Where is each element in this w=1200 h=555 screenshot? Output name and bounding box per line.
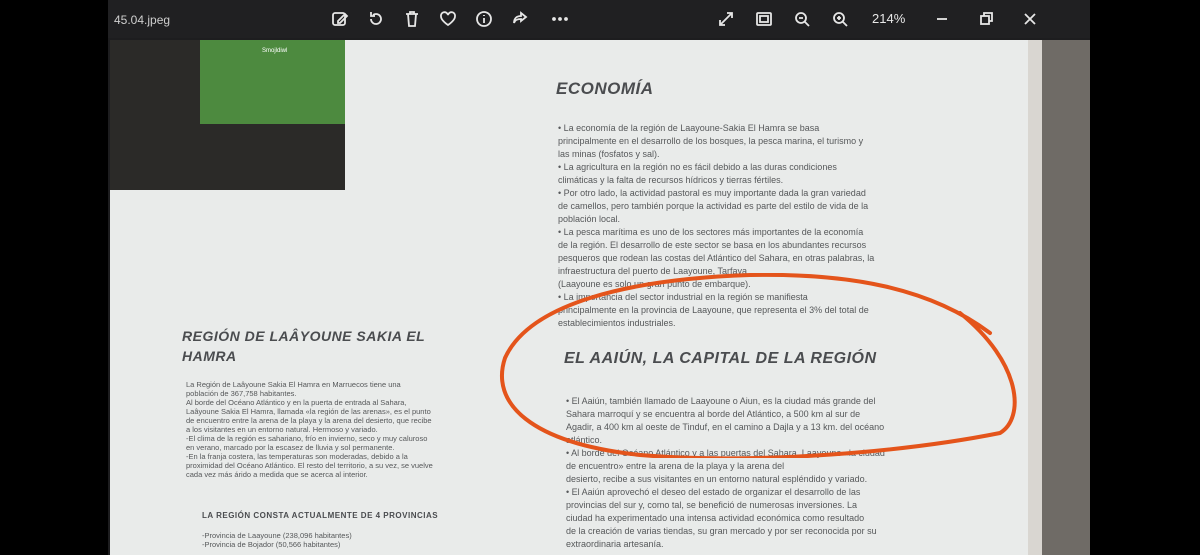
restore-icon[interactable] — [976, 9, 996, 29]
minimize-icon[interactable] — [932, 9, 952, 29]
background-window — [1028, 40, 1090, 555]
region-heading: REGIÓN DE LAÂYOUNE SAKIA EL HAMRA — [182, 328, 426, 364]
info-icon[interactable] — [474, 9, 494, 29]
edit-icon[interactable] — [330, 9, 350, 29]
zoom-in-icon[interactable] — [830, 9, 850, 29]
economia-text: • La economía de la región de Laayoune-Sakia El Hamra se basa principalmente en el desarrollo de los bosques, la pesca marina, el turismo y las minas (fosfatos y sal). • La agricultura en la región no es fácil debido a las duras condiciones climáticas y la falta de recursos hídricos y tierras fértiles. • Por otro lado, la actividad pastoral es muy importante dada la gran variedad de camellos, pero también porque la actividad es parte del estilo de vida de la población local. • La pesca marítima es uno de los sectores más importantes de la economía de la región. El desarrollo de este sector se basa en los abundantes recursos pesqueros que rodean las costas del Atlántico del Sahara, en otras palabras, la infraestructura del puerto de Laayoune, Tarfaya (Laayoune es solo un gran punto de embarque). • La importancia del sector industrial en la región se manifiesta principalmente en la provincia de Laayoune, que representa el 3% del total de establecimientos industriales. — [558, 123, 875, 328]
region-text: La Región de Laâyoune Sakia El Hamra en Marruecos tiene una población de 367,758 habitantes. Al borde del Océano Atlántico y en la puerta de entrada al Sahara, Laâyoune Sakia El Hamra, llamada «la región de las arenas», es el punto de encuentro entre la arena de la playa y la arena del desierto, que recibe a los visitantes en un entorno natural. Hermoso y variado. -El clima de la región es sahariano, frío en invierno, seco y muy caluroso en verano, marcado por la escasez de lluvia y sol permanente. -En la franja costera, las temperaturas son moderadas, debido a la proximidad del Océano Atlántico. El resto del territorio, a su vez, se vuelve cada vez más árido a medida que se acerca al interior. — [186, 380, 433, 479]
monitor-screen — [108, 0, 1090, 555]
favorite-icon[interactable] — [438, 9, 458, 29]
map-label: Smojldiwl — [262, 48, 288, 54]
fullscreen-icon[interactable] — [716, 9, 736, 29]
capital-text: • El Aaiún, también llamado de Laayoune o Aiun, es la ciudad más grande del Sahara marroquí y se encuentra al borde del Atlántico, a 500 km al sur de Agadir, a 400 km al oeste de Tinduf, en el camino a Dajla y a 13 km. del océano atlántico. • Al borde del Océano Atlántico y a las puertas del Sahara, Laayoune «la ciudad de encuentro» entre la arena de la playa y la arena del desierto, recibe a sus visitantes en un entorno natural espléndido y variado. • El Aaiún aprovechó el deseo del estado de organizar el desarrollo de las provincias del sur y, como tal, se benefició de numerosas inversiones. La ciudad ha experimentado una intensa actividad económica como resultado de la creación de varias tiendas, su gran mercado y por ser reconocida por su extraordinaria artesanía. — [566, 396, 885, 549]
delete-icon[interactable] — [402, 9, 422, 29]
photo-viewer-titlebar — [108, 0, 1090, 38]
zoom-out-icon[interactable] — [792, 9, 812, 29]
zoom-level: 214% — [872, 11, 906, 26]
more-icon[interactable] — [550, 9, 570, 29]
file-name: 45.04.jpeg — [114, 13, 171, 27]
provinces-heading: LA REGIÓN CONSTA ACTUALMENTE DE 4 PROVINCIAS — [202, 511, 439, 520]
close-icon[interactable] — [1020, 9, 1040, 29]
fit-icon[interactable] — [754, 9, 774, 29]
share-icon[interactable] — [510, 9, 530, 29]
document-page — [110, 40, 1028, 555]
economia-heading: ECONOMÍA — [556, 79, 654, 98]
rotate-icon[interactable] — [366, 9, 386, 29]
provinces-list: -Provincia de Laayoune (238,096 habitantes) -Provincia de Bojador (50,566 habitantes) — [202, 531, 352, 549]
screen-bezel — [1090, 0, 1200, 555]
capital-heading: EL AAIÚN, LA CAPITAL DE LA REGIÓN — [564, 350, 877, 367]
